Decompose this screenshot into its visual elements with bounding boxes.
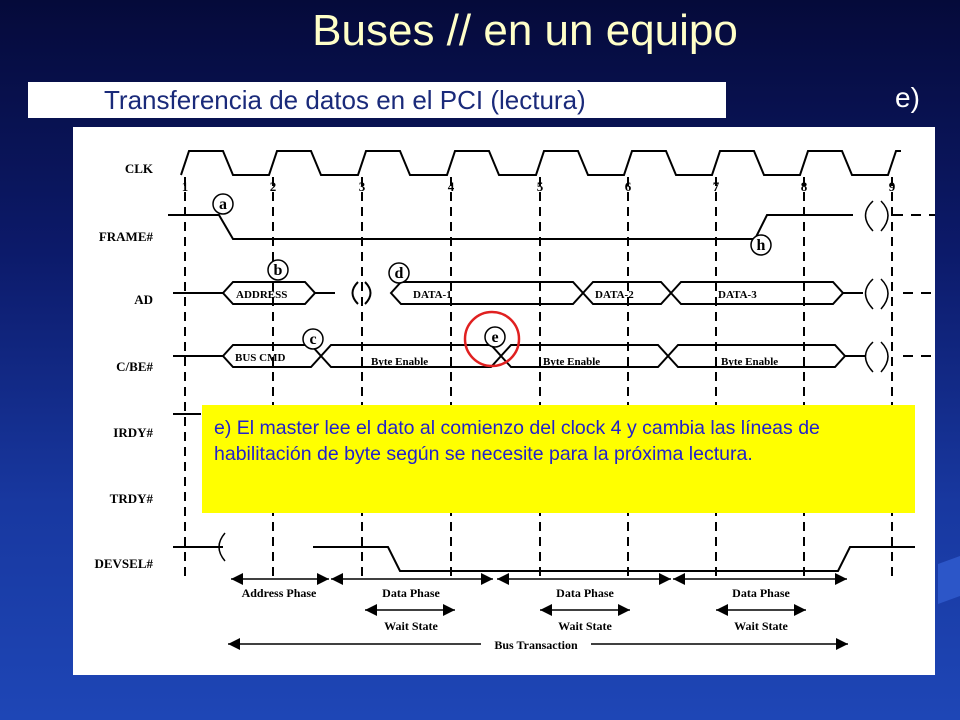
turnaround-marks [866, 201, 889, 372]
bus-transaction-label: Bus Transaction [494, 638, 578, 652]
ad-label-data2: DATA-2 [595, 289, 634, 301]
clock-number: 1 [181, 179, 189, 194]
marker-h: h [756, 237, 766, 254]
clock-number: 9 [888, 179, 896, 194]
wait-state-label-1: Wait State [384, 619, 438, 633]
marker-c: c [309, 331, 317, 348]
explanation-callout: e) El master lee el dato al comienzo del clock 4 y cambia las líneas de habilitación de byte según se necesite para la próxima lectura. [202, 405, 915, 513]
ad-label-address: ADDRESS [236, 289, 288, 301]
signal-label-clk: CLK [124, 161, 153, 176]
phase-label-data-2: Data Phase [556, 586, 614, 600]
clock-number: 8 [800, 179, 808, 194]
decorative-shape [938, 556, 960, 604]
cbe-label-byteenable-3: Byte Enable [721, 356, 779, 368]
frame-waveform [168, 215, 853, 239]
marker-d: d [394, 265, 404, 282]
cbe-label-byteenable-2: Byte Enable [543, 356, 601, 368]
clock-number: 2 [269, 179, 277, 194]
clock-gridlines [185, 177, 892, 577]
clk-waveform [181, 151, 901, 175]
clock-number: 3 [358, 179, 366, 194]
signal-label-irdy: IRDY# [113, 425, 153, 440]
cbe-label-byteenable-1: Byte Enable [371, 356, 429, 368]
cbe-label-buscmd: BUS CMD [235, 352, 286, 364]
timing-svg [73, 127, 935, 675]
marker-b: b [273, 262, 283, 279]
clock-number: 7 [712, 179, 720, 194]
marker-e: e [491, 329, 499, 346]
step-label: e) [895, 82, 920, 113]
clock-number: 6 [624, 179, 632, 194]
wait-state-label-2: Wait State [558, 619, 612, 633]
slide-title: Buses // en un equipo [312, 6, 738, 55]
phase-label-data-3: Data Phase [732, 586, 790, 600]
pci-read-timing-diagram [73, 127, 935, 675]
clock-number: 5 [536, 179, 544, 194]
signal-label-trdy: TRDY# [109, 491, 153, 506]
phase-label-data-1: Data Phase [382, 586, 440, 600]
ad-label-data3: DATA-3 [718, 289, 757, 301]
signal-label-cbe: C/BE# [116, 359, 153, 374]
signal-label-frame: FRAME# [98, 229, 153, 244]
signal-label-devsel: DEVSEL# [94, 556, 153, 571]
marker-a: a [219, 196, 227, 213]
subtitle-bar: Transferencia de datos en el PCI (lectura) [28, 82, 726, 118]
wait-state-label-3: Wait State [734, 619, 788, 633]
signal-label-ad: AD [134, 292, 153, 307]
clock-number: 4 [447, 179, 455, 194]
ad-label-data1: DATA-1 [413, 289, 452, 301]
phase-label-address: Address Phase [241, 586, 317, 600]
